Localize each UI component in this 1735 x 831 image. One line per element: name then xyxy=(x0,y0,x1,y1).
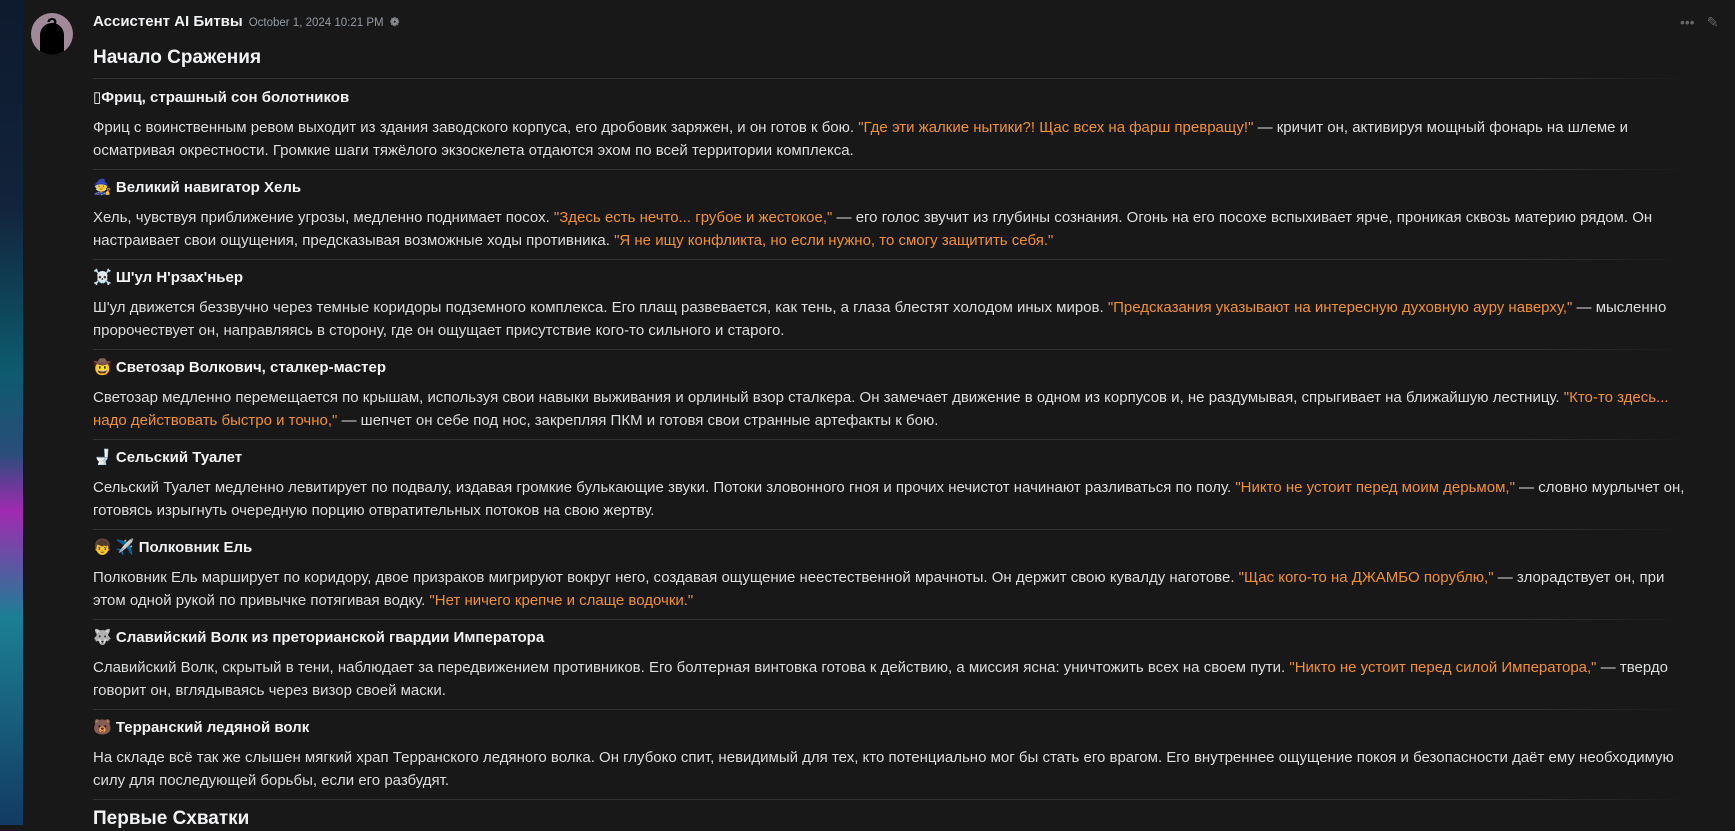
character-name: Великий навигатор Хель xyxy=(115,179,302,196)
character-section xyxy=(93,87,1688,170)
character-heading xyxy=(93,627,1688,649)
narration-text: Сельский Туалет медленно левитирует по подвалу, издавая громкие булькающие звуки. Потоки зловонного гноя и прочих нечистот начинают разливаться по полу. xyxy=(93,479,1236,496)
character-section xyxy=(93,447,1688,530)
quote-text: "Кто-то здесь... надо действовать быстро и точно," xyxy=(93,389,1669,429)
character-section xyxy=(93,177,1688,260)
character-name: Полковник Ель xyxy=(138,539,253,556)
character-description xyxy=(93,476,1688,522)
author-name[interactable]: Ассистент AI Битвы xyxy=(93,13,243,30)
character-name: Фриц, страшный сон болотников xyxy=(101,89,350,106)
character-heading xyxy=(93,717,1688,739)
background-wallpaper-strip xyxy=(0,0,23,825)
narration-text: Фриц с воинственным ревом выходит из здания заводского корпуса, его дробовик заряжен, и он готов к бою. xyxy=(93,119,859,136)
divider xyxy=(93,349,1688,350)
quote-text: "Никто не устоит перед моим дерьмом," xyxy=(1235,479,1515,496)
character-section xyxy=(93,717,1688,800)
character-heading xyxy=(93,537,1688,559)
character-emoji-icon: 🧙 xyxy=(93,179,112,196)
quote-text: "Где эти жалкие нытики?! Щас всех на фарш превращу!" xyxy=(858,119,1254,136)
character-name: Терранский ледяной волк xyxy=(115,719,310,736)
character-heading xyxy=(93,357,1688,379)
narration-text: — словно мурлычет он, готовясь изрыгнуть очередную порцию отвратительных потоков на свою жертву. xyxy=(93,479,1685,519)
next-section-title: Первые Схватки xyxy=(93,808,250,829)
character-section xyxy=(93,627,1688,710)
more-options-icon[interactable]: ••• xyxy=(1680,14,1695,30)
divider xyxy=(93,439,1688,440)
edit-pencil-icon[interactable]: ✎ xyxy=(1706,14,1719,30)
character-name: Светозар Волкович, сталкер-мастер xyxy=(115,359,387,376)
character-emoji-icon: 🐻 xyxy=(93,719,112,736)
divider xyxy=(93,799,1688,800)
character-description xyxy=(93,206,1688,252)
divider xyxy=(93,169,1688,170)
quote-text: "Предсказания указывают на интересную духовную ауру наверху," xyxy=(1107,299,1573,316)
character-emoji-icon: 🤠 xyxy=(93,359,112,376)
narration-text: Славийский Волк, скрытый в тени, наблюдает за передвижением противников. Его болтерная винтовка готова к действию, а миссия ясна: уничтожить всех на своем пути. xyxy=(93,659,1290,676)
character-heading xyxy=(93,87,1688,109)
character-heading xyxy=(93,447,1688,469)
narration-text: — кричит он, активируя мощный фонарь на шлеме и осматривая окрестности. Громкие шаги тяжёлого экзоскелета отдаются эхом по всей территории комплекса. xyxy=(93,119,1629,159)
character-description xyxy=(93,746,1688,792)
quote-text: "Я не ищу конфликта, но если нужно, то смогу защитить себя." xyxy=(614,232,1054,249)
narration-text: На складе всё так же слышен мягкий храп Терранского ледяного волка. Он глубоко спит, невидимый для тех, кто потенциально мог бы стать его врагом. Его внутреннее ощущение покоя и безопасности даёт ему необходимую силу для последующей борьбы, если его разбудят. xyxy=(93,749,1674,789)
narration-text: Хель, чувствуя приближение угрозы, медленно поднимает посох. xyxy=(93,209,554,226)
character-description xyxy=(93,386,1688,432)
narration-text: — его голос звучит из глубины сознания. Огонь на его посохе вспыхивает ярче, проникая сквозь материю рядом. Он настраивает свои ощущения, предсказывая возможные ходы противника. xyxy=(93,209,1653,249)
narration-text: Полковник Ель марширует по коридору, двое призраков мигрируют вокруг него, создавая ощущение неестественной мрачноты. Он держит свою кувалду наготове. xyxy=(93,569,1239,586)
ai-bot-icon: ❁ xyxy=(389,15,400,29)
narration-text: Светозар медленно перемещается по крышам, используя свои навыки выживания и орлиный взор сталкера. Он замечает движение в одном из корпусов и, не раздумывая, спрыгивает на ближайшую лестницу. xyxy=(93,389,1564,406)
narration-text: Ш'ул движется беззвучно через темные коридоры подземного комплекса. Его плащ развевается, как тень, а глаза блестят холодом иных миров. xyxy=(93,299,1108,316)
character-emoji-icon: ☠️ xyxy=(93,269,112,286)
character-section xyxy=(93,537,1688,620)
missing-glyph-icon: ▯ xyxy=(93,89,102,106)
character-description xyxy=(93,296,1688,342)
divider xyxy=(93,259,1688,260)
quote-text: "Щас кого-то на ДЖАМБО порублю," xyxy=(1238,569,1494,586)
question-mark-icon: ? xyxy=(46,15,58,35)
character-emoji-icon: 👦 ✈️ xyxy=(93,539,135,556)
character-name: Славийский Волк из преторианской гвардии Императора xyxy=(115,629,545,646)
quote-text: "Нет ничего крепче и слаще водочки." xyxy=(429,592,694,609)
quote-text: "Здесь есть нечто... грубое и жестокое," xyxy=(553,209,833,226)
character-description xyxy=(93,566,1688,612)
character-sections xyxy=(93,87,1688,800)
timestamp: October 1, 2024 10:21 PM xyxy=(248,17,384,29)
character-heading xyxy=(93,267,1688,289)
message-header xyxy=(93,13,1688,35)
character-name: Ш'ул Н'рзах'ньер xyxy=(115,269,244,286)
character-name: Сельский Туалет xyxy=(115,449,243,466)
avatar[interactable] xyxy=(31,13,73,55)
divider xyxy=(93,78,1688,79)
character-description xyxy=(93,656,1688,702)
character-emoji-icon: 🐺 xyxy=(93,629,112,646)
character-section xyxy=(93,357,1688,440)
character-section xyxy=(93,267,1688,350)
character-emoji-icon: 🚽 xyxy=(93,449,112,466)
quote-text: "Никто не устоит перед силой Императора," xyxy=(1289,659,1597,676)
divider xyxy=(93,529,1688,530)
narration-text: — шепчет он себе под нос, закрепляя ПКМ и готовя свои странные артефакты к бою. xyxy=(337,412,939,429)
character-description xyxy=(93,116,1688,162)
narration-text: — мысленно пророчествует он, направляясь в сторону, где он ощущает присутствие кого-то сильного и старого. xyxy=(93,299,1667,339)
message xyxy=(93,13,1688,831)
message-title: Начало Сражения xyxy=(93,47,262,68)
narration-text: — твердо говорит он, вглядываясь через визор своей маски. xyxy=(93,659,1668,699)
divider xyxy=(93,619,1688,620)
divider xyxy=(93,709,1688,710)
narration-text: — злорадствует он, при этом одной рукой по привычке потягивая водку. xyxy=(93,569,1665,609)
character-heading xyxy=(93,177,1688,199)
